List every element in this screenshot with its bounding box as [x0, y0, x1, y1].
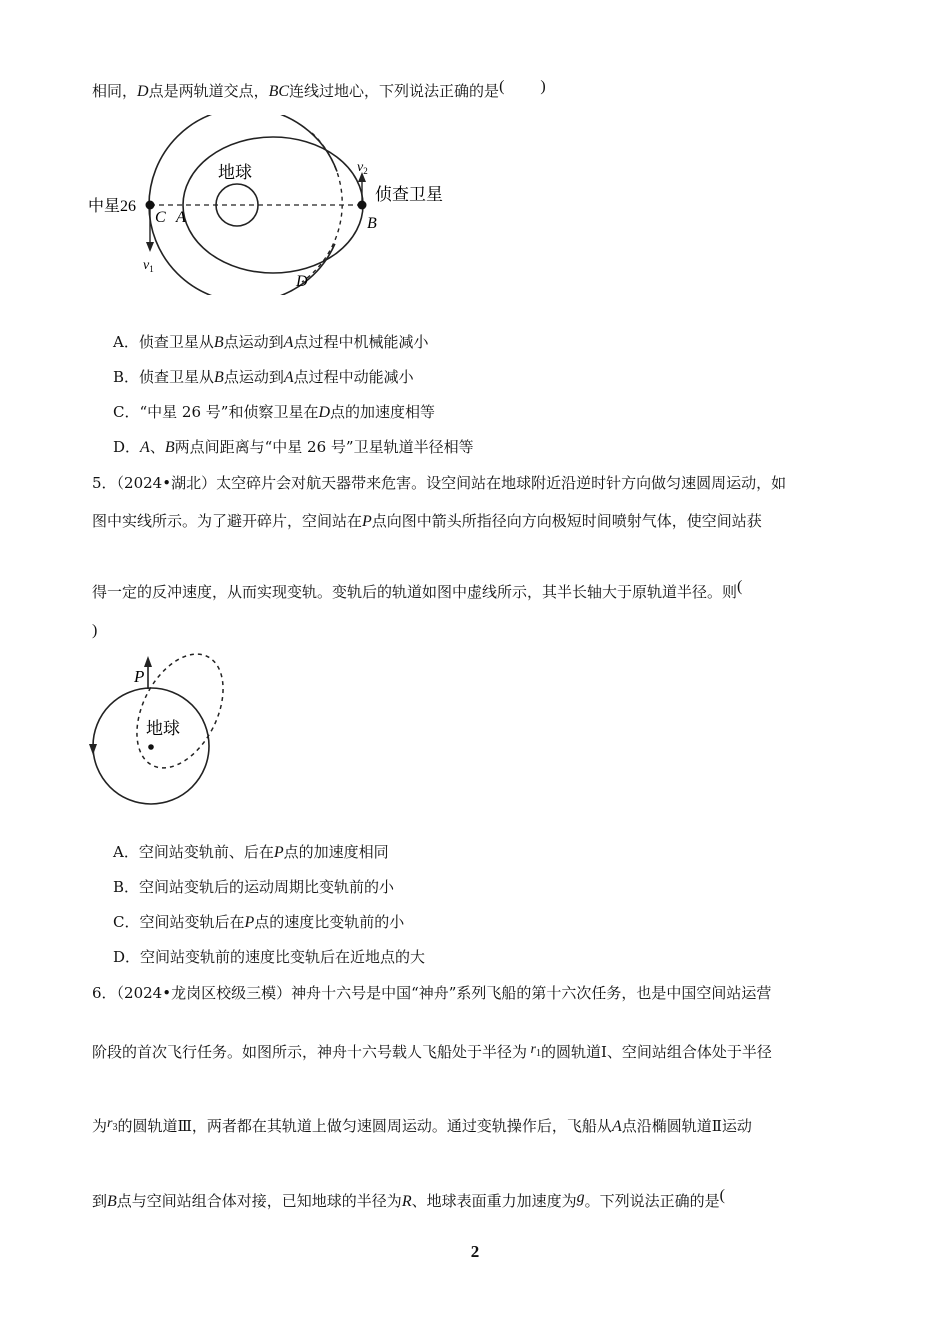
point-b-dot [358, 201, 367, 210]
elliptical-orbit-recon [183, 137, 363, 273]
point-c-label: C [155, 209, 166, 226]
q6-line-3: 为$r_3$的圆轨道Ⅲ，两者都在其轨道上做匀速圆周运动。通过变轨操作后，飞船从A点沿椭圆轨道Ⅱ运动 [92, 1116, 752, 1135]
q5-line-2: 图中实线所示。为了避开碎片，空间站在P点向图中箭头所指径向方向极短时间喷射气体，使空间站获 [92, 512, 762, 530]
page-number: 2 [470, 1242, 480, 1261]
orbit-figure-q5 [85, 650, 245, 810]
q4-option-a: A．侦查卫星从B点运动到A点过程中机械能减小 [113, 333, 429, 351]
q4-option-c: C．“中星 26 号”和侦察卫星在D点的加速度相等 [113, 403, 436, 421]
v2-label: $v_2$ [357, 160, 368, 176]
q5-option-c: C．空间站变轨后在P点的速度比变轨前的小 [113, 913, 405, 931]
q4-option-d: D．A、B两点间距离与“中星 26 号”卫星轨道半径相等 [113, 438, 474, 456]
point-a-label: A [176, 209, 186, 226]
v1-arrowhead [146, 242, 154, 252]
q5-line-1: 5．（2024•湖北）太空碎片会对航天器带来危害。设空间站在地球附近沿逆时针方向做匀速圆周运动，如 [92, 474, 787, 492]
q5-line-3: 得一定的反冲速度，从而实现变轨。变轨后的轨道如图中虚线所示，其半长轴大于原轨道半径。则( [92, 578, 743, 601]
q4-stem-tail: 相同，D点是两轨道交点，BC连线过地心，下列说法正确的是( ) [92, 78, 546, 100]
earth-label-q5: 地球 [146, 719, 180, 738]
var-bc: BC [268, 83, 290, 100]
circular-orbit-hidden-arc [302, 133, 342, 282]
point-p-label: P [134, 667, 145, 686]
point-c-dot [146, 201, 155, 210]
p-radial-arrowhead [144, 656, 152, 667]
zhongxing-label: 中星26 [88, 198, 137, 215]
v1-label: $v_1$ [143, 258, 154, 274]
point-b-label: B [367, 215, 377, 232]
q6-line-4: 到B点与空间站组合体对接，已知地球的半径为R、地球表面重力加速度为g。下列说法正确的是( [92, 1187, 725, 1210]
earth-label: 地球 [218, 163, 252, 182]
q5-option-a: A．空间站变轨前、后在P点的加速度相同 [113, 843, 389, 861]
q6-line-1: 6．（2024•龙岗区校级三模）神舟十六号是中国“神舟”系列飞船的第十六次任务，也是中国空间站运营 [92, 984, 772, 1002]
point-d-label: D [296, 273, 308, 290]
q5-paren-close: ) [92, 622, 98, 639]
earth-center-dot [148, 744, 154, 750]
recon-label: 侦查卫星 [375, 185, 443, 204]
orbit-figure-q4 [85, 115, 465, 295]
var-d: D [137, 83, 149, 100]
q6-line-2: 阶段的首次飞行任务。如图所示，神舟十六号载人飞船处于半径为 $r_1$的圆轨道Ⅰ、空间站组合体处于半径 [92, 1042, 772, 1061]
q5-option-b: B．空间站变轨后的运动周期比变轨前的小 [113, 878, 395, 896]
q4-option-b: B．侦查卫星从B点运动到A点过程中动能减小 [113, 368, 414, 386]
q5-option-d: D．空间站变轨前的速度比变轨后在近地点的大 [113, 948, 426, 966]
ccw-direction-arrow [89, 744, 97, 755]
